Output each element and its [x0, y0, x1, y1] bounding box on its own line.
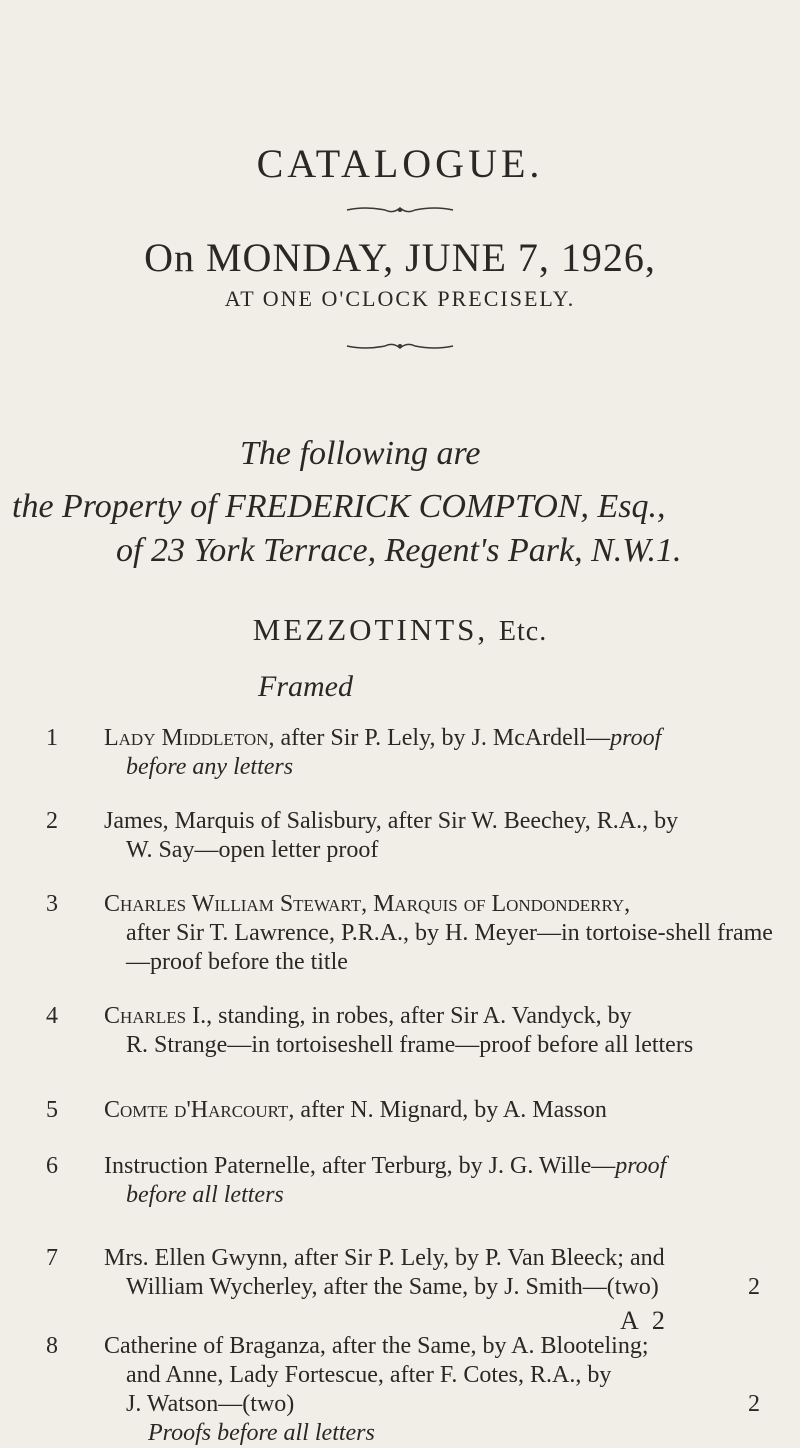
lot-quantity: 2: [748, 1274, 760, 1300]
lot-number: 4: [46, 1003, 58, 1029]
sale-time: AT ONE O'CLOCK PRECISELY.: [224, 286, 576, 311]
sale-date: On MONDAY, JUNE 7, 1926,: [144, 235, 656, 280]
lot-note: Proofs before all letters: [148, 1420, 375, 1446]
lot-subject: James, Marquis of Salisbury,: [104, 808, 382, 834]
lot-subject: Lady Middleton,: [104, 725, 275, 751]
property-address: of 23 York Terrace, Regent's Park, N.W.1.: [116, 532, 682, 569]
lot-number: 8: [46, 1333, 58, 1359]
lot-continuation: William Wycherley, after the Same, by J. Smith—(two): [126, 1274, 659, 1300]
lot-description: after N. Mignard, by A. Masson: [294, 1097, 607, 1123]
lot-number: 3: [46, 891, 58, 917]
property-owner: the Property of FREDERICK COMPTON, Esq.,: [12, 488, 666, 525]
lot-continuation: before any letters: [126, 754, 294, 780]
ornament-divider-bottom: [0, 340, 800, 352]
lot-description: after Sir P. Lely, by J. McArdell—: [274, 725, 611, 751]
lot-quantity: 2: [748, 1391, 760, 1417]
lot-description: after Sir P. Lely, by P. Van Bleeck; and: [287, 1245, 665, 1271]
lot-number: 6: [46, 1153, 58, 1179]
lot-note: proof: [615, 1153, 667, 1179]
intro-following: The following are: [240, 435, 481, 472]
section-title: MEZZOTINTS,: [252, 612, 489, 647]
signature-mark: A 2: [620, 1306, 669, 1335]
lot-description: standing, in robes, after Sir A. Vandyck, by: [212, 1003, 632, 1029]
section-heading: [0, 612, 800, 648]
lot-continuation: and Anne, Lady Fortescue, after F. Cotes, R.A., by: [126, 1362, 612, 1388]
page-title: CATALOGUE.: [256, 141, 544, 186]
lot-note: proof: [610, 725, 662, 751]
lot-continuation-2: J. Watson—(two): [126, 1391, 295, 1417]
lot-number: 7: [46, 1245, 58, 1271]
lot-number: 5: [46, 1097, 58, 1123]
lot-description: after Sir W. Beechey, R.A., by: [381, 808, 679, 834]
lot-subject: Catherine of Braganza,: [104, 1333, 326, 1359]
lot-continuation: before all letters: [126, 1182, 284, 1208]
lot-description: after Terburg, by J. G. Wille—: [315, 1153, 616, 1179]
section-subheading: Framed: [258, 670, 353, 703]
lot-number: 2: [46, 808, 58, 834]
property-statement: [12, 485, 792, 573]
lot-continuation: W. Say—open letter proof: [126, 837, 379, 863]
lot-subject: Mrs. Ellen Gwynn,: [104, 1245, 288, 1271]
lot-subject: Instruction Paternelle,: [104, 1153, 316, 1179]
ornament-divider-top: [0, 204, 800, 216]
lot-continuation: after Sir T. Lawrence, P.R.A., by H. Meyer—in tortoise-shell frame—proof before the title: [126, 920, 773, 975]
lot-subject: Charles William Stewart, Marquis of Londonderry,: [104, 891, 631, 917]
section-etc: Etc.: [498, 616, 548, 647]
lot-continuation: R. Strange—in tortoiseshell frame—proof before all letters: [126, 1032, 694, 1058]
lot-description: after the Same, by A. Blooteling;: [325, 1333, 649, 1359]
lot-subject: Comte d'Harcourt,: [104, 1097, 295, 1123]
lot-number: 1: [46, 725, 58, 751]
lot-subject: Charles I.,: [104, 1003, 213, 1029]
